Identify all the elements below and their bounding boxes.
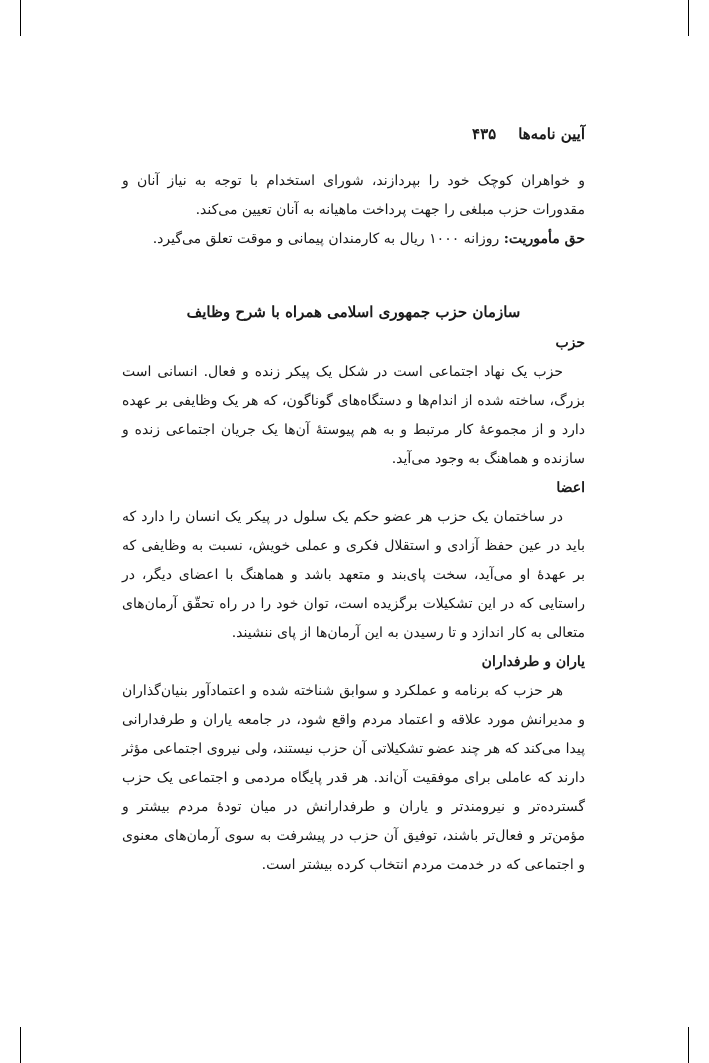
crop-mark-bottom-left-vertical <box>20 1027 21 1063</box>
mission-label: حق مأموریت: <box>503 231 585 247</box>
intro-paragraph: و خواهران کوچک خود را بپردازند، شورای استخدام با توجه به نیاز آنان و مقدورات حزب مبلغی را جهت پرداخت ماهیانه به آنان تعیین می‌کند. <box>122 173 585 218</box>
mission-paragraph <box>122 225 585 254</box>
mission-text: روزانه ۱۰۰۰ ریال به کارمندان پیمانی و موقت تعلق می‌گیرد. <box>152 231 504 247</box>
page-body <box>122 167 585 880</box>
crop-mark-top-right-vertical <box>688 0 689 36</box>
section-title: سازمان حزب جمهوری اسلامی همراه با شرح وظایف <box>186 303 521 321</box>
crop-mark-top-left-vertical <box>20 0 21 36</box>
party-paragraph: حزب یک نهاد اجتماعی است در شکل یک پیکر زنده و فعال. انسانی است بزرگ، ساخته شده از اندام‌ها و دستگاه‌های گوناگون، که هر یک وظایفی بر عهده دارد و از مجموعهٔ کار مرتبط و به هم پیوستهٔ آن‌ها یک جریان اجتماعی زنده و سازنده و هماهنگ به وجود می‌آید. <box>122 364 585 467</box>
supporters-heading: یاران و طرفداران <box>481 654 585 670</box>
header-title: آیین نامه‌ها <box>518 125 585 143</box>
party-heading: حزب <box>555 335 585 351</box>
members-paragraph: در ساختمان یک حزب هر عضو حکم یک سلول در پیکر یک انسان را دارد که باید در عین حفظ آزادی و استقلال فکری و عملی خویش، نسبت به وظایفی که بر عهدهٔ او می‌آید، سخت پای‌بند و متعهد باشد و هماهنگ با اعضای دیگر، در راستایی که در این تشکیلات برگزیده است، توان خود را در راه تحقّق آرمان‌های متعالی به کار اندازد و تا رسیدن به این آرمان‌ها از پای ننشیند. <box>122 509 585 641</box>
crop-mark-bottom-right-vertical <box>688 1027 689 1063</box>
page-number: ۴۳۵ <box>472 125 497 143</box>
supporters-paragraph: هر حزب که برنامه و عملکرد و سوابق شناخته شده و اعتمادآور بنیان‌گذاران و مدیرانش مورد علاقه و اعتماد مردم واقع شود، در جامعه یاران و طرفدارانی پیدا می‌کند که هر چند عضو تشکیلاتی آن حزب نیستند، ولی نیروی اجتماعی مؤثر دارند که عاملی برای موفقیت آن‌اند. هر قدر پایگاه مردمی و اجتماعی یک حزب گسترده‌تر و نیرومندتر و یاران و طرفدارانش در میان تودهٔ مردم بیشتر و مؤمن‌تر و فعال‌تر باشند، توفیق آن حزب در پیشرفت به سوی آرمان‌های معنوی و اجتماعی که در خدمت مردم انتخاب کرده بیشتر است. <box>122 683 585 873</box>
members-heading: اعضا <box>556 480 585 496</box>
running-header <box>122 122 585 146</box>
